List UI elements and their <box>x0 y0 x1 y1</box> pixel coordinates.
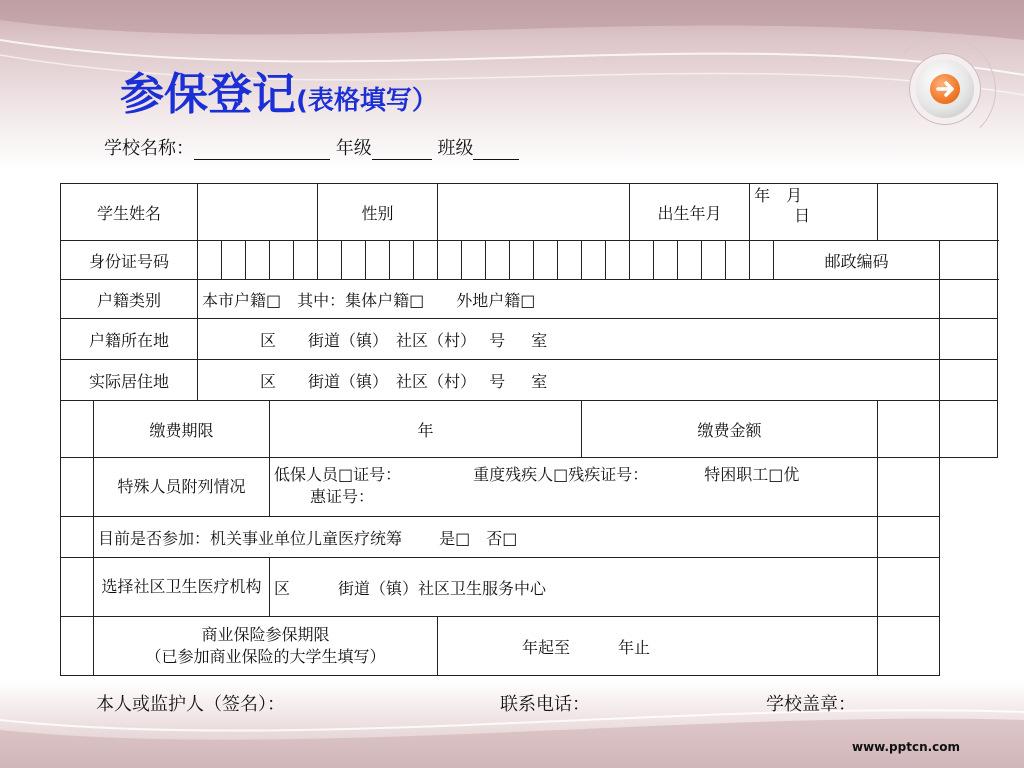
birth-field[interactable] <box>750 184 878 241</box>
arrow-glyph <box>916 60 974 118</box>
id-digit-cell[interactable] <box>750 241 774 280</box>
birth-extra-field[interactable] <box>878 184 998 241</box>
hukou-type-options[interactable]: 本市户籍□ 其中：集体户籍□ 外地户籍□ <box>198 280 940 319</box>
postal-label: 邮政编码 <box>774 241 940 280</box>
id-digit-cell[interactable] <box>678 241 702 280</box>
row-extra-cell <box>940 319 998 360</box>
commercial-label-line-2: （已参加商业保险的大学生填写） <box>145 647 386 666</box>
row-extra-cell <box>878 458 940 517</box>
id-digit-cell[interactable] <box>486 241 510 280</box>
id-digit-cell[interactable] <box>390 241 414 280</box>
table-row <box>61 360 998 401</box>
row-extra-cell <box>878 517 940 558</box>
student-name-field[interactable] <box>198 184 318 241</box>
special-value-line-1: 低保人员□证号： 重度残疾人□残疾证号： 特困职工□优 <box>274 465 800 484</box>
commercial-label-line-1: 商业保险参保期限 <box>201 625 330 644</box>
title-main: 参保登记 <box>120 69 296 120</box>
school-stamp-label: 学校盖章： <box>766 694 856 715</box>
registration-form <box>60 183 998 676</box>
margin-cell <box>61 617 94 676</box>
margin-cell <box>61 517 94 558</box>
id-digit-cell[interactable] <box>318 241 342 280</box>
id-digit-cell[interactable] <box>198 241 222 280</box>
title-sub: (表格填写） <box>296 86 438 116</box>
id-digit-cell[interactable] <box>366 241 390 280</box>
school-name-label: 学校名称： <box>104 138 194 159</box>
pay-period-field[interactable]: 年 <box>270 401 582 458</box>
id-digit-cell[interactable] <box>606 241 630 280</box>
guardian-signature-label: 本人或监护人（签名）： <box>96 694 285 715</box>
residence-label: 实际居住地 <box>61 360 198 401</box>
postal-field[interactable] <box>940 241 998 280</box>
row-extra-cell <box>878 617 940 676</box>
row-extra-cell <box>940 360 998 401</box>
birth-label: 出生年月 <box>630 184 750 241</box>
id-digit-cell[interactable] <box>702 241 726 280</box>
birth-day: 日 <box>794 206 811 225</box>
id-digit-cell[interactable] <box>534 241 558 280</box>
id-digit-cell[interactable] <box>462 241 486 280</box>
margin-cell <box>61 401 94 458</box>
hukou-place-label: 户籍所在地 <box>61 319 198 360</box>
hukou-type-label: 户籍类别 <box>61 280 198 319</box>
table-row <box>61 184 998 241</box>
id-digit-cell[interactable] <box>510 241 534 280</box>
margin-cell <box>61 558 94 617</box>
margin-cell <box>61 458 94 517</box>
id-digit-cell[interactable] <box>630 241 654 280</box>
id-digit-cell[interactable] <box>270 241 294 280</box>
hukou-place-field[interactable]: 区 街道（镇） 社区（村） 号 室 <box>198 319 940 360</box>
row-extra-cell <box>878 558 940 617</box>
special-label: 特殊人员附列情况 <box>94 458 270 517</box>
table-row <box>61 280 998 319</box>
residence-field[interactable]: 区 街道（镇） 社区（村） 号 室 <box>198 360 940 401</box>
table-row <box>61 517 998 558</box>
id-digit-cell[interactable] <box>726 241 750 280</box>
grade-label: 年级 <box>335 138 372 159</box>
footer-url[interactable]: www.pptcn.com <box>852 740 961 754</box>
table-row <box>61 401 998 458</box>
table-row <box>61 558 998 617</box>
gender-field[interactable] <box>438 184 630 241</box>
phone-label: 联系电话： <box>500 694 590 715</box>
id-digit-cell[interactable] <box>294 241 318 280</box>
id-digit-cell[interactable] <box>558 241 582 280</box>
clinic-field[interactable]: 区 街道（镇）社区卫生服务中心 <box>270 558 878 617</box>
special-value-line-2: 惠证号： <box>310 487 375 506</box>
school-info-line <box>104 134 519 160</box>
row-extra-cell <box>940 280 998 319</box>
id-digit-cell[interactable] <box>342 241 366 280</box>
grade-field[interactable] <box>372 139 432 160</box>
page-title <box>120 58 438 122</box>
id-digit-cell[interactable] <box>222 241 246 280</box>
table-row <box>61 241 998 280</box>
table-row <box>61 617 998 676</box>
class-field[interactable] <box>473 139 519 160</box>
id-digit-cell[interactable] <box>654 241 678 280</box>
id-digit-cell[interactable] <box>438 241 462 280</box>
birth-year-month: 年 月 <box>754 186 803 205</box>
id-label: 身份证号码 <box>61 241 198 280</box>
pay-amount-field[interactable] <box>878 401 940 458</box>
id-digit-cell[interactable] <box>582 241 606 280</box>
table-row <box>61 319 998 360</box>
id-digit-cell[interactable] <box>414 241 438 280</box>
special-field[interactable] <box>270 458 878 517</box>
student-name-label: 学生姓名 <box>61 184 198 241</box>
clinic-label: 选择社区卫生医疗机构 <box>94 558 270 617</box>
gender-label: 性别 <box>318 184 438 241</box>
commercial-label <box>94 617 438 676</box>
commercial-field[interactable]: 年起至 年止 <box>438 617 878 676</box>
class-label: 班级 <box>437 138 474 159</box>
current-joined-field[interactable]: 目前是否参加：机关事业单位儿童医疗统筹 是□ 否□ <box>94 517 878 558</box>
school-name-field[interactable] <box>194 139 330 160</box>
pay-amount-label: 缴费金额 <box>582 401 878 458</box>
pay-period-label: 缴费期限 <box>94 401 270 458</box>
id-digit-cell[interactable] <box>246 241 270 280</box>
row-extra-cell <box>940 401 998 458</box>
table-row <box>61 458 998 517</box>
next-slide-button[interactable] <box>916 60 974 118</box>
